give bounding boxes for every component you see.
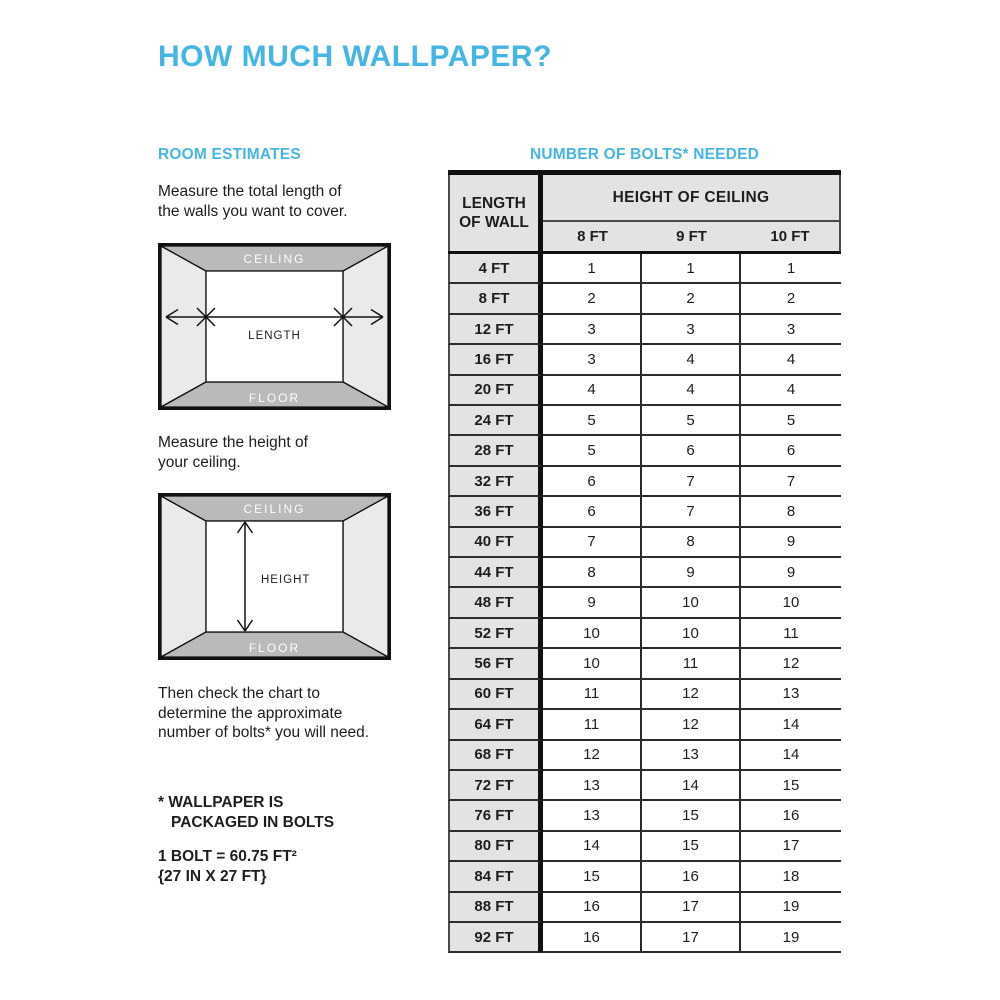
cell-value: 12 <box>642 710 741 740</box>
text-line: * WALLPAPER IS <box>158 794 284 811</box>
text-line: {27 IN X 27 FT} <box>158 867 267 885</box>
row-label: 44 FT <box>448 558 543 588</box>
table-row <box>448 832 841 862</box>
text-line: PACKAGED IN BOLTS <box>171 813 335 831</box>
row-label: 80 FT <box>448 832 543 862</box>
row-label: 56 FT <box>448 649 543 679</box>
room-height-diagram <box>158 493 391 660</box>
cell-value: 1 <box>642 254 741 284</box>
cell-value: 4 <box>741 376 841 406</box>
cell-value: 8 <box>741 497 841 527</box>
row-label: 88 FT <box>448 893 543 923</box>
cell-value: 13 <box>642 741 741 771</box>
cell-value: 9 <box>642 558 741 588</box>
table-row <box>448 406 841 436</box>
row-label: 20 FT <box>448 376 543 406</box>
cell-value: 1 <box>741 254 841 284</box>
instruction-check-chart <box>158 684 369 743</box>
cell-value: 9 <box>741 558 841 588</box>
text-line: LENGTH <box>462 195 526 212</box>
table-row <box>448 862 841 892</box>
column-header-10ft: 10 FT <box>741 222 841 251</box>
ceiling-label: CEILING <box>243 502 306 516</box>
table-row <box>448 497 841 527</box>
row-label: 48 FT <box>448 588 543 618</box>
table-row <box>448 741 841 771</box>
table-row <box>448 649 841 679</box>
cell-value: 1 <box>543 254 642 284</box>
cell-value: 6 <box>741 436 841 466</box>
back-wall-panel <box>206 271 343 382</box>
cell-value: 17 <box>642 893 741 923</box>
instruction-measure-height <box>158 433 308 472</box>
right-wall-panel <box>343 496 388 657</box>
length-label: LENGTH <box>248 330 301 342</box>
room-length-diagram <box>158 243 391 410</box>
cell-value: 5 <box>543 406 642 436</box>
cell-value: 10 <box>741 588 841 618</box>
cell-value: 19 <box>741 893 841 923</box>
text-line: Then check the chart to <box>158 685 320 702</box>
row-label: 12 FT <box>448 315 543 345</box>
table-row <box>448 376 841 406</box>
table-row <box>448 467 841 497</box>
table-header <box>448 170 841 254</box>
table-row <box>448 923 841 953</box>
cell-value: 3 <box>543 315 642 345</box>
cell-value: 13 <box>741 680 841 710</box>
cell-value: 3 <box>642 315 741 345</box>
table-row <box>448 619 841 649</box>
bolts-table <box>448 170 841 953</box>
table-row <box>448 284 841 314</box>
text-line: Measure the total length of <box>158 183 342 200</box>
cell-value: 10 <box>642 588 741 618</box>
cell-value: 3 <box>741 315 841 345</box>
row-label: 40 FT <box>448 528 543 558</box>
cell-value: 12 <box>543 741 642 771</box>
table-row <box>448 315 841 345</box>
ceiling-label: CEILING <box>243 252 306 266</box>
column-header-8ft: 8 FT <box>543 222 642 251</box>
table-row <box>448 345 841 375</box>
cell-value: 2 <box>642 284 741 314</box>
row-label: 16 FT <box>448 345 543 375</box>
cell-value: 11 <box>543 680 642 710</box>
row-label: 28 FT <box>448 436 543 466</box>
cell-value: 8 <box>642 528 741 558</box>
height-label: HEIGHT <box>261 574 311 586</box>
cell-value: 7 <box>741 467 841 497</box>
row-label: 92 FT <box>448 923 543 953</box>
cell-value: 7 <box>642 467 741 497</box>
text-line: Measure the height of <box>158 434 308 451</box>
row-label: 52 FT <box>448 619 543 649</box>
text-line: number of bolts* you will need. <box>158 724 370 741</box>
cell-value: 9 <box>543 588 642 618</box>
left-wall-panel <box>161 496 206 657</box>
text-line: 1 BOLT = 60.75 FT² <box>158 848 297 865</box>
cell-value: 5 <box>543 436 642 466</box>
cell-value: 16 <box>642 862 741 892</box>
cell-value: 9 <box>741 528 841 558</box>
cell-value: 17 <box>642 923 741 953</box>
row-label: 76 FT <box>448 801 543 831</box>
cell-value: 12 <box>642 680 741 710</box>
cell-value: 5 <box>642 406 741 436</box>
cell-value: 13 <box>543 801 642 831</box>
length-of-wall-header <box>448 175 543 251</box>
cell-value: 10 <box>543 649 642 679</box>
bolt-size-footnote <box>158 847 297 886</box>
cell-value: 4 <box>741 345 841 375</box>
cell-value: 6 <box>642 436 741 466</box>
cell-value: 2 <box>741 284 841 314</box>
table-row <box>448 893 841 923</box>
cell-value: 6 <box>543 467 642 497</box>
row-label: 36 FT <box>448 497 543 527</box>
cell-value: 11 <box>741 619 841 649</box>
height-of-ceiling-header: HEIGHT OF CEILING <box>543 175 841 222</box>
cell-value: 7 <box>543 528 642 558</box>
floor-label: FLOOR <box>248 641 301 655</box>
row-label: 4 FT <box>448 254 543 284</box>
cell-value: 16 <box>543 893 642 923</box>
floor-label: FLOOR <box>248 391 301 405</box>
table-row <box>448 436 841 466</box>
cell-value: 17 <box>741 832 841 862</box>
text-line: the walls you want to cover. <box>158 202 348 220</box>
table-body <box>448 254 841 953</box>
cell-value: 12 <box>741 649 841 679</box>
cell-value: 13 <box>543 771 642 801</box>
table-row <box>448 801 841 831</box>
cell-value: 18 <box>741 862 841 892</box>
cell-value: 15 <box>741 771 841 801</box>
table-row <box>448 680 841 710</box>
row-label: 64 FT <box>448 710 543 740</box>
cell-value: 14 <box>741 710 841 740</box>
cell-value: 7 <box>642 497 741 527</box>
bolts-needed-heading: NUMBER OF BOLTS* NEEDED <box>529 146 760 163</box>
cell-value: 4 <box>642 376 741 406</box>
row-label: 68 FT <box>448 741 543 771</box>
row-label: 60 FT <box>448 680 543 710</box>
row-label: 32 FT <box>448 467 543 497</box>
table-row <box>448 528 841 558</box>
cell-value: 14 <box>543 832 642 862</box>
cell-value: 5 <box>741 406 841 436</box>
text-line: OF WALL <box>459 214 529 231</box>
table-row <box>448 588 841 618</box>
column-header-9ft: 9 FT <box>642 222 741 251</box>
cell-value: 8 <box>543 558 642 588</box>
cell-value: 4 <box>543 376 642 406</box>
cell-value: 4 <box>642 345 741 375</box>
cell-value: 10 <box>642 619 741 649</box>
cell-value: 3 <box>543 345 642 375</box>
cell-value: 6 <box>543 497 642 527</box>
cell-value: 16 <box>543 923 642 953</box>
table-row <box>448 254 841 284</box>
table-row <box>448 771 841 801</box>
cell-value: 15 <box>543 862 642 892</box>
right-wall-panel <box>343 246 388 407</box>
cell-value: 19 <box>741 923 841 953</box>
table-row <box>448 558 841 588</box>
cell-value: 14 <box>642 771 741 801</box>
row-label: 72 FT <box>448 771 543 801</box>
cell-value: 2 <box>543 284 642 314</box>
row-label: 24 FT <box>448 406 543 436</box>
row-label: 8 FT <box>448 284 543 314</box>
row-label: 84 FT <box>448 862 543 892</box>
cell-value: 15 <box>642 832 741 862</box>
page-title: HOW MUCH WALLPAPER? <box>158 40 552 73</box>
left-wall-panel <box>161 246 206 407</box>
table-row <box>448 710 841 740</box>
cell-value: 15 <box>642 801 741 831</box>
room-estimates-heading: ROOM ESTIMATES <box>158 146 301 163</box>
cell-value: 16 <box>741 801 841 831</box>
wallpaper-bolts-footnote <box>158 793 334 832</box>
text-line: your ceiling. <box>158 453 241 471</box>
cell-value: 11 <box>642 649 741 679</box>
cell-value: 14 <box>741 741 841 771</box>
instruction-measure-length <box>158 182 348 221</box>
cell-value: 11 <box>543 710 642 740</box>
text-line: determine the approximate <box>158 704 343 722</box>
cell-value: 10 <box>543 619 642 649</box>
